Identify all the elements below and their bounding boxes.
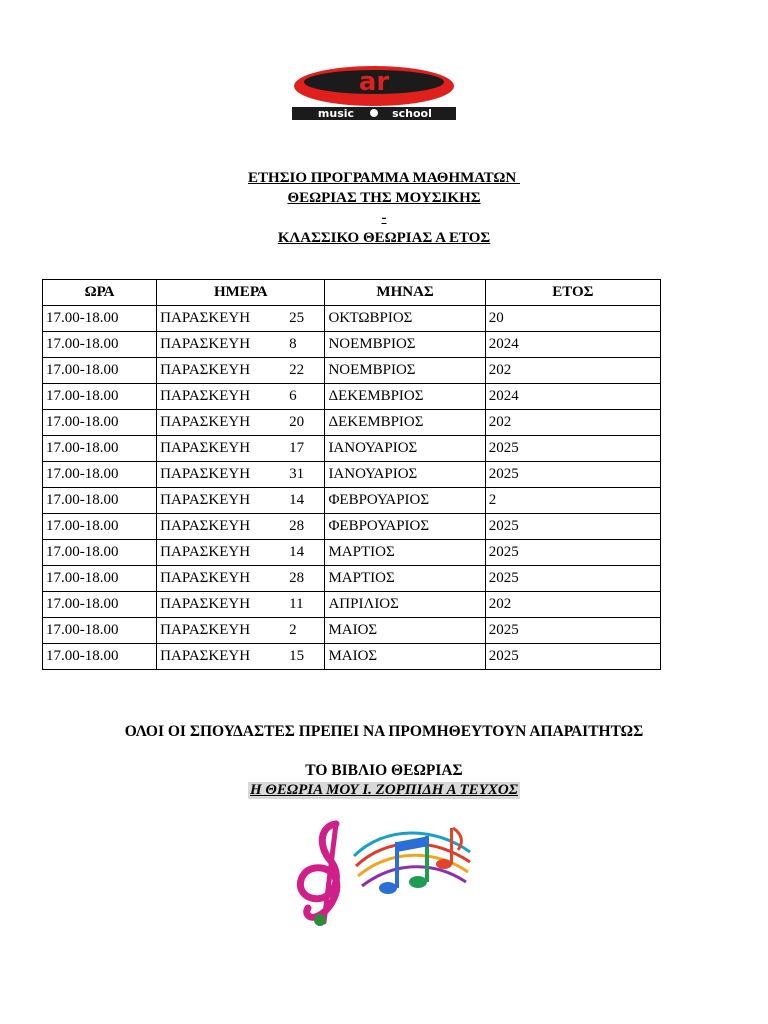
cell-year: 2025	[485, 436, 660, 462]
cell-time: 17.00-18.00	[43, 514, 157, 540]
logo-text-right: school	[392, 107, 432, 120]
cell-day	[157, 436, 325, 462]
cell-year: 202	[485, 358, 660, 384]
schedule-table	[42, 279, 661, 670]
day-name: ΠΑΡΑΣΚΕΥΗ	[160, 388, 251, 404]
cell-time: 17.00-18.00	[43, 540, 157, 566]
table-row	[43, 514, 661, 540]
table-row	[43, 306, 661, 332]
cell-year: 2025	[485, 644, 660, 670]
cell-time: 17.00-18.00	[43, 410, 157, 436]
day-number: 8	[289, 336, 297, 352]
day-name: ΠΑΡΑΣΚΕΥΗ	[160, 492, 251, 508]
cell-year: 202	[485, 592, 660, 618]
day-number: 11	[289, 596, 304, 612]
day-number: 31	[289, 466, 305, 482]
cell-day	[157, 592, 325, 618]
cell-day	[157, 540, 325, 566]
day-name: ΠΑΡΑΣΚΕΥΗ	[160, 544, 251, 560]
cell-month: ΟΚΤΩΒΡΙΟΣ	[325, 306, 485, 332]
table-row	[43, 488, 661, 514]
day-number: 14	[289, 492, 305, 508]
cell-time: 17.00-18.00	[43, 462, 157, 488]
cell-day	[157, 618, 325, 644]
cell-time: 17.00-18.00	[43, 358, 157, 384]
music-notes-icon	[284, 816, 476, 928]
cell-month: ΑΠΡΙΛΙΟΣ	[325, 592, 485, 618]
cell-time: 17.00-18.00	[43, 644, 157, 670]
header-year: ΕΤΟΣ	[485, 280, 660, 306]
table-row	[43, 384, 661, 410]
day-number: 2	[289, 622, 297, 638]
day-number: 28	[289, 518, 305, 534]
cell-month: ΔΕΚΕΜΒΡΙΟΣ	[325, 410, 485, 436]
cell-month: ΜΑΙΟΣ	[325, 618, 485, 644]
day-number: 14	[289, 544, 305, 560]
cell-day	[157, 306, 325, 332]
day-name: ΠΑΡΑΣΚΕΥΗ	[160, 336, 251, 352]
day-number: 28	[289, 570, 305, 586]
cell-time: 17.00-18.00	[43, 306, 157, 332]
cell-month: ΝΟΕΜΒΡΙΟΣ	[325, 358, 485, 384]
day-name: ΠΑΡΑΣΚΕΥΗ	[160, 440, 251, 456]
table-row	[43, 592, 661, 618]
table-header-row	[43, 280, 661, 306]
cell-year: 20	[485, 306, 660, 332]
table-row	[43, 644, 661, 670]
cell-year: 2025	[485, 540, 660, 566]
school-logo	[288, 62, 460, 122]
day-name: ΠΑΡΑΣΚΕΥΗ	[160, 518, 251, 534]
cell-month: ΜΑΙΟΣ	[325, 644, 485, 670]
notice-text: ΟΛΟΙ ΟΙ ΣΠΟΥΔΑΣΤΕΣ ΠΡΕΠΕΙ ΝΑ ΠΡΟΜΗΘΕΥΤΟΥΝ ΑΠΑΡΑΙΤΗΤΩΣ	[124, 723, 644, 740]
cell-time: 17.00-18.00	[43, 566, 157, 592]
title-line-3: -	[381, 210, 387, 226]
day-name: ΠΑΡΑΣΚΕΥΗ	[160, 622, 251, 638]
day-name: ΠΑΡΑΣΚΕΥΗ	[160, 414, 251, 430]
title-line-1: ΕΤΗΣΙΟ ΠΡΟΓΡΑΜΜΑ ΜΑΘΗΜΑΤΩΝ	[248, 170, 520, 186]
title-line-4: ΚΛΑΣΣΙΚΟ ΘΕΩΡΙΑΣ Α ΕΤΟΣ	[277, 230, 491, 246]
cell-month: ΔΕΚΕΜΒΡΙΟΣ	[325, 384, 485, 410]
schedule-body	[43, 306, 661, 670]
book-title: Η ΘΕΩΡΙΑ ΜΟΥ Ι. ΖΟΡΠΙΔΗ Α ΤΕΥΧΟΣ	[250, 782, 518, 798]
title-line-2: ΘΕΩΡΙΑΣ ΤΗΣ ΜΟΥΣΙΚΗΣ	[287, 190, 481, 206]
document-title	[0, 168, 768, 248]
table-row	[43, 332, 661, 358]
cell-day	[157, 384, 325, 410]
table-row	[43, 618, 661, 644]
header-day: ΗΜΕΡΑ	[157, 280, 325, 306]
cell-month: ΜΑΡΤΙΟΣ	[325, 540, 485, 566]
day-name: ΠΑΡΑΣΚΕΥΗ	[160, 466, 251, 482]
day-number: 25	[289, 310, 305, 326]
cell-year: 2025	[485, 566, 660, 592]
cell-time: 17.00-18.00	[43, 384, 157, 410]
cell-time: 17.00-18.00	[43, 436, 157, 462]
cell-time: 17.00-18.00	[43, 488, 157, 514]
cell-month: ΝΟΕΜΒΡΙΟΣ	[325, 332, 485, 358]
cell-month: ΙΑΝΟΥΑΡΙΟΣ	[325, 436, 485, 462]
day-name: ΠΑΡΑΣΚΕΥΗ	[160, 310, 251, 326]
cell-year: 202	[485, 410, 660, 436]
table-row	[43, 436, 661, 462]
day-number: 20	[289, 414, 305, 430]
cell-year: 2024	[485, 384, 660, 410]
cell-month: ΙΑΝΟΥΑΡΙΟΣ	[325, 462, 485, 488]
cell-year: 2025	[485, 462, 660, 488]
cell-year: 2	[485, 488, 660, 514]
logo-text-left: music	[317, 107, 355, 120]
day-name: ΠΑΡΑΣΚΕΥΗ	[160, 648, 251, 664]
logo-mark: ar	[358, 67, 390, 97]
cell-day	[157, 462, 325, 488]
day-name: ΠΑΡΑΣΚΕΥΗ	[160, 570, 251, 586]
day-number: 22	[289, 362, 305, 378]
book-label: ΤΟ ΒΙΒΛΙΟ ΘΕΩΡΙΑΣ	[305, 762, 463, 779]
day-number: 17	[289, 440, 305, 456]
cell-time: 17.00-18.00	[43, 332, 157, 358]
cell-year: 2025	[485, 618, 660, 644]
cell-day	[157, 488, 325, 514]
table-row	[43, 566, 661, 592]
cell-time: 17.00-18.00	[43, 592, 157, 618]
day-name: ΠΑΡΑΣΚΕΥΗ	[160, 596, 251, 612]
table-row	[43, 358, 661, 384]
header-month: ΜΗΝΑΣ	[325, 280, 485, 306]
cell-day	[157, 358, 325, 384]
cell-month: ΦΕΒΡΟΥΑΡΙΟΣ	[325, 514, 485, 540]
cell-day	[157, 410, 325, 436]
cell-time: 17.00-18.00	[43, 618, 157, 644]
table-row	[43, 540, 661, 566]
cell-day	[157, 514, 325, 540]
cell-day	[157, 566, 325, 592]
cell-year: 2024	[485, 332, 660, 358]
table-row	[43, 462, 661, 488]
day-number: 6	[289, 388, 297, 404]
cell-month: ΦΕΒΡΟΥΑΡΙΟΣ	[325, 488, 485, 514]
header-time: ΩΡΑ	[43, 280, 157, 306]
cell-day	[157, 644, 325, 670]
cell-year: 2025	[485, 514, 660, 540]
day-name: ΠΑΡΑΣΚΕΥΗ	[160, 362, 251, 378]
table-row	[43, 410, 661, 436]
cell-month: ΜΑΡΤΙΟΣ	[325, 566, 485, 592]
day-number: 15	[289, 648, 305, 664]
cell-day	[157, 332, 325, 358]
